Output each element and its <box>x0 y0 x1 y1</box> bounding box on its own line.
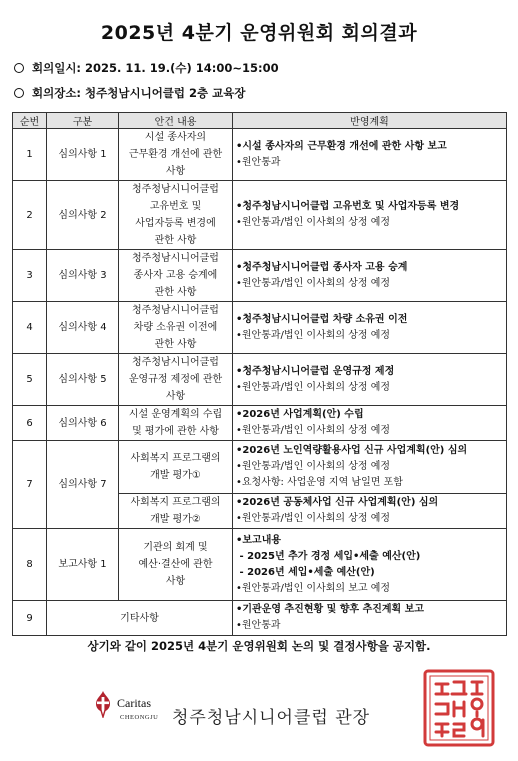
row-agenda: 청주청남시니어클럽 종사자 고용 승계에 관한 사항 <box>119 250 233 302</box>
row-plan: •2026년 공동체사업 신규 사업계획(안) 심의 •원안통과/법인 이사회의 상정 예정 <box>233 494 507 529</box>
row-no: 2 <box>13 181 47 250</box>
row-plan: •시설 종사자의 근무환경 개선에 관한 사항 보고 •원안통과 <box>233 129 507 181</box>
table-row <box>13 601 507 636</box>
table-row <box>13 441 507 494</box>
row-type: 심의사항 4 <box>47 302 119 354</box>
row-agenda: 청주청남시니어클럽 고유번호 및 사업자등록 변경에 관한 사항 <box>119 181 233 250</box>
table-row <box>13 129 507 181</box>
row-plan: •청주청남시니어클럽 운영규정 제정 •원안통과/법인 이사회의 상정 예정 <box>233 354 507 406</box>
circle-bullet-icon <box>14 63 24 73</box>
row-no: 5 <box>13 354 47 406</box>
row-agenda: 시설 운영계획의 수립 및 평가에 관한 사항 <box>119 406 233 441</box>
row-agenda: 사회복지 프로그램의 개발 평가① <box>119 441 233 494</box>
row-agenda: 청주청남시니어클럽 운영규정 제정에 관한 사항 <box>119 354 233 406</box>
club-name: 청주청남시니어클럽 관장 <box>172 708 371 728</box>
row-no: 6 <box>13 406 47 441</box>
table-row <box>13 406 507 441</box>
row-agenda: 사회복지 프로그램의 개발 평가② <box>119 494 233 529</box>
row-no: 8 <box>13 529 47 601</box>
row-no: 3 <box>13 250 47 302</box>
caritas-flame-icon <box>92 690 114 718</box>
row-type: 심의사항 1 <box>47 129 119 181</box>
row-plan: •2026년 노인역량활용사업 신규 사업계획(안) 심의 •원안통과/법인 이사회의 상정 예정 •요청사항: 사업운영 지역 남일면 포함 <box>233 441 507 494</box>
meeting-date: 회의일시: 2025. 11. 19.(수) 14:00~15:00 <box>14 60 279 76</box>
table-row <box>13 250 507 302</box>
official-stamp-icon <box>422 668 496 748</box>
row-plan: •청주청남시니어클럽 종사자 고용 승계 •원안통과/법인 이사회의 상정 예정 <box>233 250 507 302</box>
row-type: 심의사항 2 <box>47 181 119 250</box>
row-type: 심의사항 3 <box>47 250 119 302</box>
row-plan: •보고내용 - 2025년 추가 경정 세입•세출 예산(안) - 2026년 세입•세출 예산(안) •원안통과/법인 이사회의 보고 예정 <box>233 529 507 601</box>
row-no: 9 <box>13 601 47 636</box>
table-row <box>13 529 507 601</box>
row-agenda: 기관의 회계 및 예산·결산에 관한 사항 <box>119 529 233 601</box>
row-no: 1 <box>13 129 47 181</box>
row-no: 4 <box>13 302 47 354</box>
row-type: 기타사항 <box>47 601 233 636</box>
header-no: 순번 <box>13 113 47 129</box>
row-no: 7 <box>13 441 47 529</box>
row-type: 보고사항 1 <box>47 529 119 601</box>
table-row <box>13 302 507 354</box>
table-row <box>13 354 507 406</box>
results-table <box>12 112 507 636</box>
header-agenda: 안건 내용 <box>119 113 233 129</box>
row-agenda: 청주청남시니어클럽 차량 소유권 이전에 관한 사항 <box>119 302 233 354</box>
caritas-logo: Caritas CHEONGJU <box>92 690 152 738</box>
row-plan: •2026년 사업계획(안) 수립 •원안통과/법인 이사회의 상정 예정 <box>233 406 507 441</box>
row-plan: •청주청남시니어클럽 고유번호 및 사업자등록 변경 •원안통과/법인 이사회의 상정 예정 <box>233 181 507 250</box>
header-type: 구분 <box>47 113 119 129</box>
row-type: 심의사항 6 <box>47 406 119 441</box>
notice-text: 상기와 같이 2025년 4분기 운영위원회 논의 및 결정사항을 공지함. <box>87 639 431 653</box>
row-type: 심의사항 5 <box>47 354 119 406</box>
row-type: 심의사항 7 <box>47 441 119 529</box>
row-plan: •기관운영 추진현황 및 향후 추진계획 보고 •원안통과 <box>233 601 507 636</box>
table-header-row <box>13 113 507 129</box>
header-plan: 반영계획 <box>233 113 507 129</box>
meeting-place: 회의장소: 청주청남시니어클럽 2층 교육장 <box>14 85 245 101</box>
document-title: 2025년 4분기 운영위원회 회의결과 <box>100 22 418 44</box>
row-plan: •청주청남시니어클럽 차량 소유권 이전 •원안통과/법인 이사회의 상정 예정 <box>233 302 507 354</box>
row-agenda: 시설 종사자의 근무환경 개선에 관한 사항 <box>119 129 233 181</box>
table-row <box>13 181 507 250</box>
circle-bullet-icon <box>14 88 24 98</box>
